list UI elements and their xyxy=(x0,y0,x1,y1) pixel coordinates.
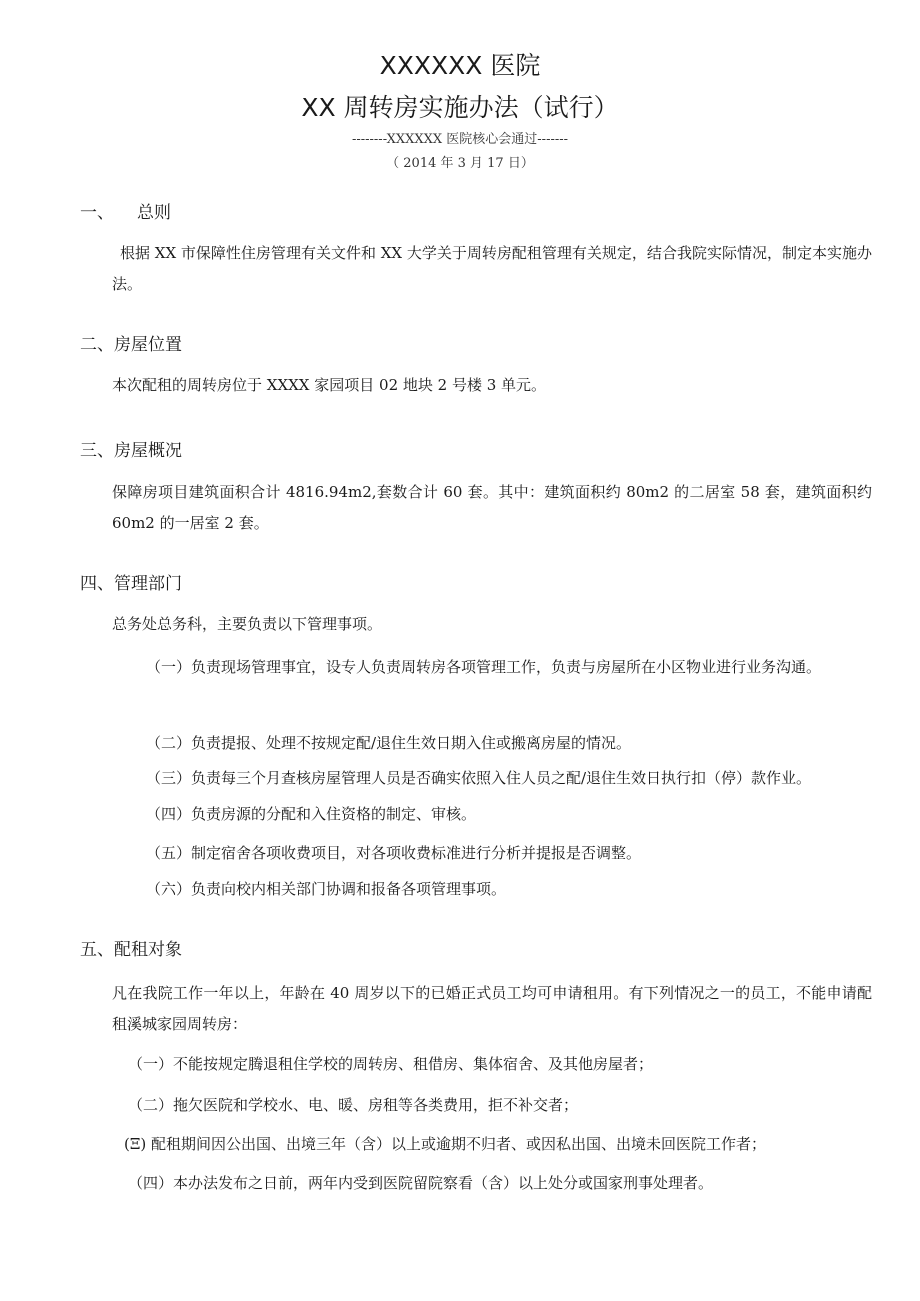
section-4-item-1: （一）负责现场管理事宜，设专人负责周转房各项管理工作，负责与房屋所在小区物业进行业务沟通。 xyxy=(146,658,822,676)
section-4-intro: 总务处总务科，主要负责以下管理事项。 xyxy=(112,615,383,633)
section-4-heading: 四、管理部门 xyxy=(80,574,182,594)
section-5-item-3: (Ξ) 配租期间因公出国、出境三年（含）以上或逾期不归者、或因私出国、出境未回医院工作者； xyxy=(124,1135,767,1153)
section-2-heading: 二、房屋位置 xyxy=(80,335,182,355)
section-1-heading: 总则 xyxy=(137,203,171,223)
section-1-paragraph: 根据 XX 市保障性住房管理有关文件和 XX 大学关于周转房配租管理有关规定，结合我院实际情况，制定本实施办法。 xyxy=(112,244,872,293)
section-3-paragraph: 保障房项目建筑面积合计 4816.94m2,套数合计 60 套。其中：建筑面积约 80m2 的二居室 58 套，建筑面积约 60m2 的一居室 2 套。 xyxy=(112,483,872,532)
section-4-item-4: （四）负责房源的分配和入住资格的制定、审核。 xyxy=(146,805,477,823)
section-4-item-6: （六）负责向校内相关部门协调和报备各项管理事项。 xyxy=(146,880,507,898)
section-5-item-2: （二）拖欠医院和学校水、电、暖、房租等各类费用，拒不补交者； xyxy=(128,1096,579,1114)
section-3-heading: 三、房屋概况 xyxy=(80,441,182,461)
section-4-item-3: （三）负责每三个月查核房屋管理人员是否确实依照入住人员之配/退住生效日执行扣（停）款作业。 xyxy=(146,769,812,787)
section-5-item-4: （四）本办法发布之日前，两年内受到医院留院察看（含）以上处分或国家刑事处理者。 xyxy=(128,1174,714,1192)
section-5-heading: 五、配租对象 xyxy=(80,940,182,960)
section-2-paragraph: 本次配租的周转房位于 XXXX 家园项目 02 地块 2 号楼 3 单元。 xyxy=(112,376,547,394)
section-4-item-2: （二）负责提报、处理不按规定配/退住生效日期入住或搬离房屋的情况。 xyxy=(146,734,632,752)
section-4-item-5: （五）制定宿舍各项收费项目，对各项收费标准进行分析并提报是否调整。 xyxy=(146,844,642,862)
document-title: XXXXXX 医院 xyxy=(379,51,541,80)
approval-line: --------XXXXXX 医院核心会通过------- xyxy=(351,132,569,147)
document-date: （ 2014 年 3 月 17 日） xyxy=(386,156,534,171)
section-5-item-1: （一）不能按规定腾退租住学校的周转房、租借房、集体宿舍、及其他房屋者； xyxy=(128,1055,654,1073)
section-5-paragraph: 凡在我院工作一年以上，年龄在 40 周岁以下的已婚正式员工均可申请租用。有下列情况之一的员工，不能申请配租溪城家园周转房： xyxy=(112,984,872,1033)
document-subtitle-title: XX 周转房实施办法（试行） xyxy=(301,93,619,122)
section-1-number: 一、 xyxy=(80,203,114,223)
